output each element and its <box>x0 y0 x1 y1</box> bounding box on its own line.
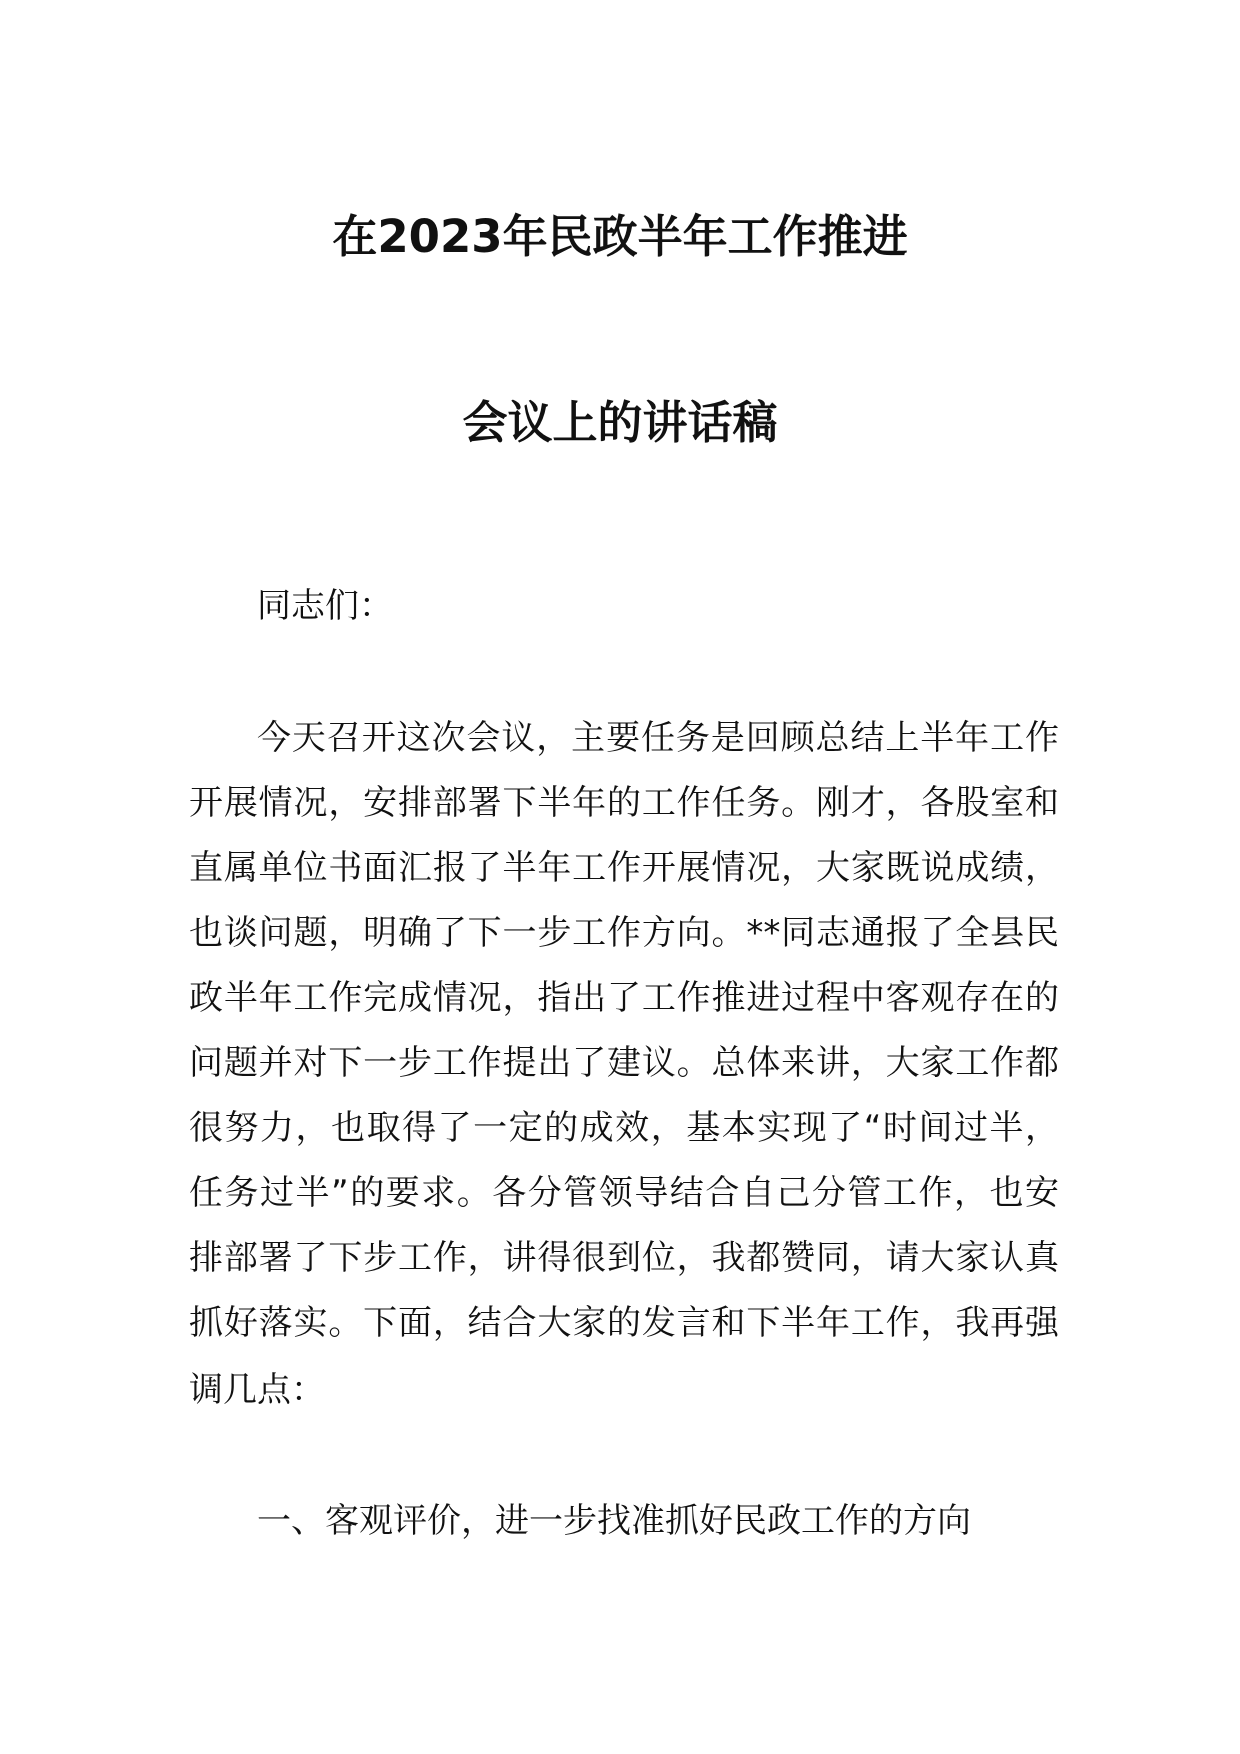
paragraph-line: 今天召开这次会议，主要任务是回顾总结上半年工作 <box>257 718 1059 758</box>
paragraph-line: 任务过半”的要求。各分管领导结合自己分管工作，也安 <box>189 1173 1059 1213</box>
paragraph-line: 调几点： <box>189 1370 325 1410</box>
paragraph-line: 排部署了下步工作，讲得很到位，我都赞同，请大家认真 <box>189 1238 1059 1278</box>
document-title-line-2: 会议上的讲话稿 <box>462 396 778 449</box>
paragraph-line: 开展情况，安排部署下半年的工作任务。刚才，各股室和 <box>189 783 1059 823</box>
salutation: 同志们： <box>257 586 393 626</box>
paragraph-line: 直属单位书面汇报了半年工作开展情况，大家既说成绩， <box>189 848 1059 888</box>
paragraph-line: 抓好落实。下面，结合大家的发言和下半年工作，我再强 <box>189 1303 1059 1343</box>
paragraph-line: 很努力，也取得了一定的成效，基本实现了“时间过半， <box>189 1108 1059 1148</box>
paragraph-line: 问题并对下一步工作提出了建议。总体来讲，大家工作都 <box>189 1043 1059 1083</box>
section-heading: 一、客观评价，进一步找准抓好民政工作的方向 <box>257 1501 971 1541</box>
document-title-line-1: 在2023年民政半年工作推进 <box>332 210 908 263</box>
paragraph-line: 政半年工作完成情况，指出了工作推进过程中客观存在的 <box>189 978 1059 1018</box>
paragraph-line: 也谈问题，明确了下一步工作方向。**同志通报了全县民 <box>189 913 1059 953</box>
